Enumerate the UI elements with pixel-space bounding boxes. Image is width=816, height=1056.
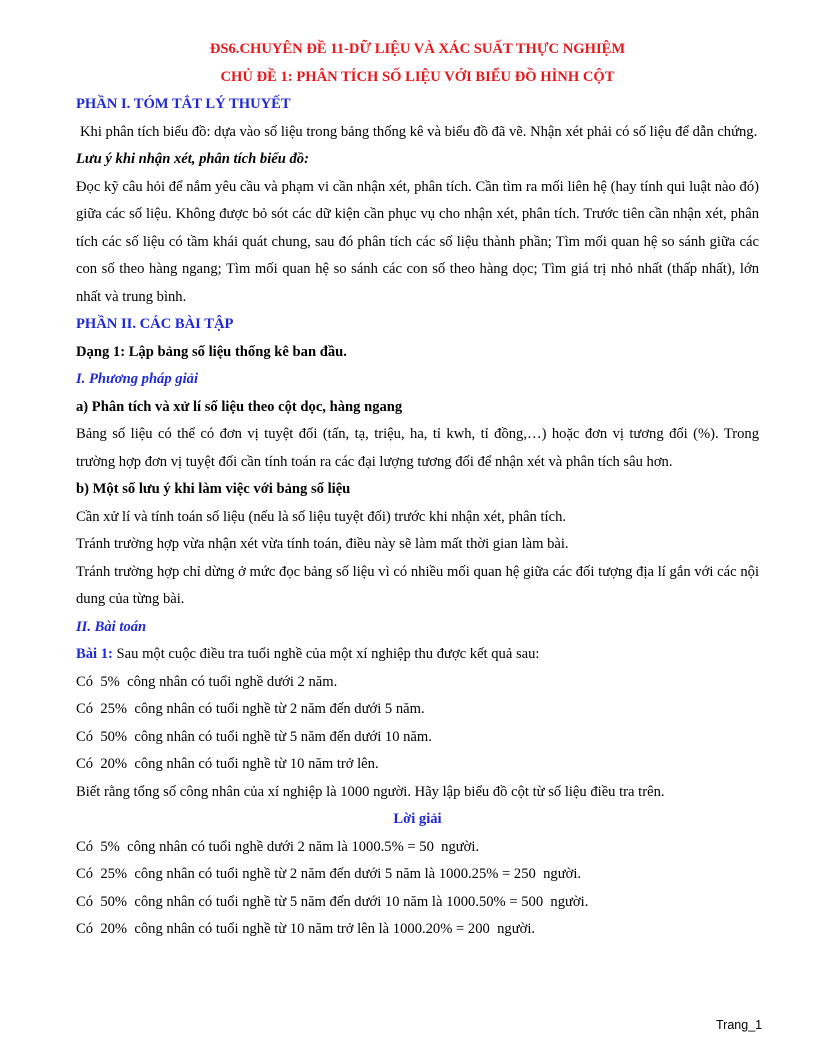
problem1-item: [76, 696, 759, 724]
note-heading: Lưu ý khi nhận xét, phân tích biểu đồ:: [76, 151, 309, 167]
note-body: Đọc kỹ câu hỏi để nắm yêu cầu và phạm vi cần nhận xét, phân tích. Cần tìm ra mối liên hệ (hay tính qui luật nào đó) giữa các số liệu. Không được bỏ sót các dữ kiện cần phục vụ cho nhận xét, phân tích. Trước tiên cần nhận xét, phân tích các số liệu có tầm khái quát chung, sau đó phân tích các số liệu thành phần; Tìm mối quan hệ so sánh giữa các con số theo hàng ngang; Tìm mối quan hệ so sánh các con số theo hàng dọc; Tìm giá trị nhỏ nhất (thấp nhất), lớn nhất và trung bình.: [76, 178, 759, 305]
solution-line: [76, 834, 759, 862]
item-percent: 5%: [100, 673, 120, 690]
problem1-question: Biết rằng tổng số công nhân của xí nghiệp là 1000 người. Hãy lập biểu đồ cột từ số liệu điều tra trên.: [76, 783, 665, 800]
solution-line: [76, 916, 759, 944]
item-percent: 50%: [100, 728, 128, 745]
solution-line: [76, 889, 759, 917]
solution-calc: 1000.20% = 200: [392, 921, 490, 937]
solution-text: công nhân có tuổi nghề từ 2 năm đến dưới 5 năm là: [134, 866, 436, 882]
part2-heading: PHẦN II. CÁC BÀI TẬP: [76, 316, 234, 332]
document-title: ĐS6.CHUYÊN ĐỀ 11-DỮ LIỆU VÀ XÁC SUẤT THỰC NGHIỆM: [209, 41, 626, 57]
solution-unit: người.: [550, 893, 589, 910]
solution-text: công nhân có tuổi nghề từ 5 năm đến dưới 10 năm là: [134, 893, 443, 910]
problem1-item: [76, 724, 759, 752]
sub-b-line-1: Cần xử lí và tính toán số liệu (nếu là số liệu tuyệt đối) trước khi nhận xét, phân tích.: [76, 508, 567, 525]
page-number: Trang_1: [716, 1018, 763, 1032]
solution-percent: 25%: [100, 866, 128, 882]
item-prefix: Có: [76, 673, 94, 690]
solution-text: công nhân có tuổi nghề từ 10 năm trở lên là: [134, 921, 390, 937]
sub-b-line-2: Tránh trường hợp vừa nhận xét vừa tính toán, điều này sẽ làm mất thời gian làm bài.: [76, 536, 569, 552]
solution-percent: 5%: [100, 838, 120, 855]
solution-percent: 50%: [100, 893, 128, 910]
solution-calc: 1000.5% = 50: [351, 838, 434, 855]
problem1-intro-line: [76, 641, 759, 669]
item-text: công nhân có tuổi nghề từ 2 năm đến dưới 5 năm.: [134, 701, 425, 717]
part1-intro: Khi phân tích biểu đồ: dựa vào số liệu trong bảng thống kê và biểu đồ đã vẽ. Nhận xét phải có số liệu để dẫn chứng.: [80, 123, 758, 140]
solution-unit: người.: [543, 866, 582, 882]
item-text: công nhân có tuổi nghề từ 5 năm đến dưới 10 năm.: [134, 728, 432, 745]
solution-unit: người.: [441, 838, 480, 855]
item-prefix: Có: [76, 701, 94, 717]
problem1-item: [76, 751, 759, 779]
item-prefix: Có: [76, 756, 94, 772]
solution-prefix: Có: [76, 838, 94, 855]
problem1-item: [76, 669, 759, 697]
type1-heading: Dạng 1: Lập bảng số liệu thống kê ban đầu.: [76, 343, 347, 360]
sub-a-heading: a) Phân tích và xử lí số liệu theo cột dọc, hàng ngang: [76, 398, 403, 415]
item-text: công nhân có tuổi nghề dưới 2 năm.: [127, 673, 338, 690]
solution-prefix: Có: [76, 921, 94, 937]
solution-unit: người.: [497, 921, 536, 937]
solution-heading: Lời giải: [393, 811, 442, 827]
item-prefix: Có: [76, 728, 94, 745]
solution-text: công nhân có tuổi nghề dưới 2 năm là: [127, 838, 348, 855]
method-heading: I. Phương pháp giải: [76, 371, 199, 387]
solution-calc: 1000.25% = 250: [438, 866, 536, 882]
solution-prefix: Có: [76, 866, 94, 882]
problem1-label: Bài 1:: [76, 646, 113, 662]
problems-heading: II. Bài toán: [76, 618, 147, 635]
document-subtitle: CHỦ ĐỀ 1: PHÂN TÍCH SỐ LIỆU VỚI BIỂU ĐỒ HÌNH CỘT: [220, 68, 615, 85]
sub-b-line-3: Tránh trường hợp chỉ dừng ở mức đọc bảng số liệu vì có nhiều mối quan hệ giữa các đối tượng địa lí gắn với các nội dung của từng bài.: [76, 563, 759, 607]
document-page: [76, 36, 759, 944]
solution-line: [76, 861, 759, 889]
problem1-intro: Sau một cuộc điều tra tuổi nghề của một xí nghiệp thu được kết quả sau:: [116, 646, 540, 662]
part1-heading: PHẦN I. TÓM TẮT LÝ THUYẾT: [76, 96, 291, 112]
item-text: công nhân có tuổi nghề từ 10 năm trở lên.: [134, 756, 379, 772]
item-percent: 25%: [100, 701, 128, 717]
item-percent: 20%: [100, 756, 128, 772]
solution-calc: 1000.50% = 500: [446, 893, 544, 910]
sub-b-heading: b) Một số lưu ý khi làm việc với bảng số liệu: [76, 481, 351, 497]
solution-prefix: Có: [76, 893, 94, 910]
sub-a-body: Bảng số liệu có thể có đơn vị tuyệt đối (tấn, tạ, triệu, ha, tỉ kwh, tỉ đồng,…) hoặc đơn vị tương đối (%). Trong trường hợp đơn vị tuyệt đối cần tính toán ra các đại lượng tương đối để nhận xét và phân tích sâu hơn.: [76, 426, 759, 470]
solution-percent: 20%: [100, 921, 128, 937]
